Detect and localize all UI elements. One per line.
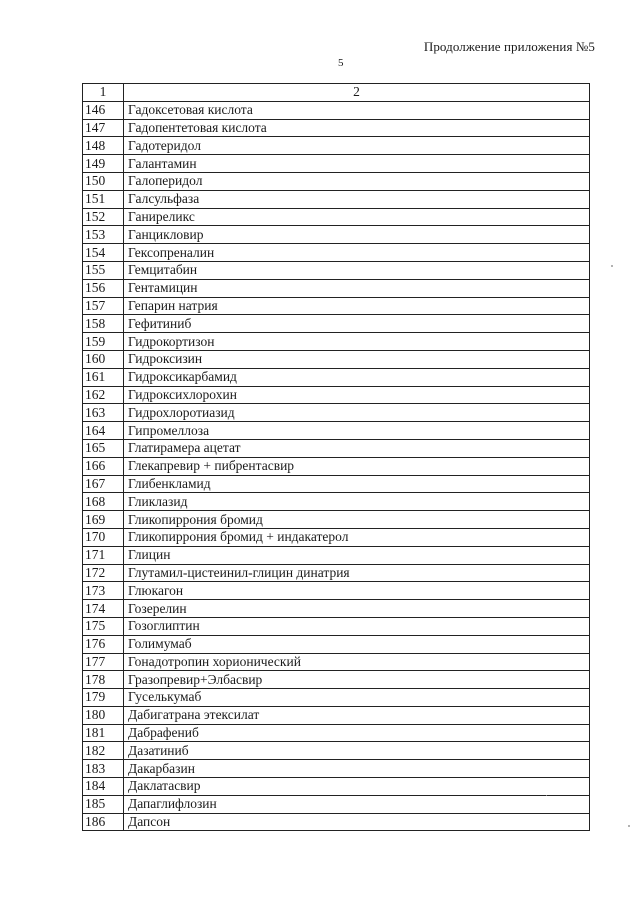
table-row bbox=[83, 528, 590, 546]
row-number: 176 bbox=[83, 635, 124, 653]
row-number: 151 bbox=[83, 190, 124, 208]
drug-name: Глюкагон bbox=[124, 582, 590, 600]
table-row bbox=[83, 546, 590, 564]
table-row bbox=[83, 671, 590, 689]
drug-name: Гуселькумаб bbox=[124, 689, 590, 707]
row-number: 161 bbox=[83, 368, 124, 386]
drug-name: Дабигатрана этексилат bbox=[124, 706, 590, 724]
row-number: 162 bbox=[83, 386, 124, 404]
drug-name: Гидрохлоротиазид bbox=[124, 404, 590, 422]
table-row bbox=[83, 333, 590, 351]
appendix-continuation-note: Продолжение приложения №5 bbox=[423, 39, 595, 54]
table-row bbox=[83, 439, 590, 457]
row-number: 153 bbox=[83, 226, 124, 244]
table-row bbox=[83, 511, 590, 529]
table-row bbox=[83, 404, 590, 422]
drug-name: Гидроксикарбамид bbox=[124, 368, 590, 386]
table-row bbox=[83, 422, 590, 440]
table-row bbox=[83, 226, 590, 244]
table-row bbox=[83, 386, 590, 404]
table-row bbox=[83, 653, 590, 671]
drug-name: Ганиреликс bbox=[124, 208, 590, 226]
table-row bbox=[83, 315, 590, 333]
table-row bbox=[83, 689, 590, 707]
drug-name: Галоперидол bbox=[124, 172, 590, 190]
row-number: 168 bbox=[83, 493, 124, 511]
drug-name: Гразопревир+Элбасвир bbox=[124, 671, 590, 689]
table-row bbox=[83, 119, 590, 137]
drug-list-body bbox=[83, 84, 590, 831]
table-row bbox=[83, 635, 590, 653]
drug-name: Ганцикловир bbox=[124, 226, 590, 244]
table-row bbox=[83, 493, 590, 511]
table-row bbox=[83, 564, 590, 582]
drug-name: Галантамин bbox=[124, 155, 590, 173]
row-number: 156 bbox=[83, 279, 124, 297]
row-number: 157 bbox=[83, 297, 124, 315]
row-number: 182 bbox=[83, 742, 124, 760]
scan-speck bbox=[628, 825, 630, 827]
row-number: 159 bbox=[83, 333, 124, 351]
drug-name: Дапсон bbox=[124, 813, 590, 831]
table-row bbox=[83, 350, 590, 368]
row-number: 149 bbox=[83, 155, 124, 173]
drug-name: Глутамил-цистеинил-глицин динатрия bbox=[124, 564, 590, 582]
row-number: 155 bbox=[83, 261, 124, 279]
drug-name: Дакарбазин bbox=[124, 760, 590, 778]
table-row bbox=[83, 297, 590, 315]
table-row bbox=[83, 244, 590, 262]
drug-name: Даклатасвир bbox=[124, 778, 590, 796]
row-number: 178 bbox=[83, 671, 124, 689]
drug-name: Гидроксизин bbox=[124, 350, 590, 368]
drug-name: Гексопреналин bbox=[124, 244, 590, 262]
table-row bbox=[83, 190, 590, 208]
table-row bbox=[83, 600, 590, 618]
row-number: 165 bbox=[83, 439, 124, 457]
table-row bbox=[83, 742, 590, 760]
drug-name: Дапаглифлозин bbox=[124, 795, 590, 813]
table-row bbox=[83, 101, 590, 119]
row-number: 172 bbox=[83, 564, 124, 582]
table-row bbox=[83, 172, 590, 190]
table-row bbox=[83, 208, 590, 226]
row-number: 166 bbox=[83, 457, 124, 475]
row-number: 163 bbox=[83, 404, 124, 422]
drug-name: Глатирамера ацетат bbox=[124, 439, 590, 457]
drug-name: Гадоксетовая кислота bbox=[124, 101, 590, 119]
row-number: 184 bbox=[83, 778, 124, 796]
drug-name: Гликопиррония бромид bbox=[124, 511, 590, 529]
table-row bbox=[83, 457, 590, 475]
drug-name: Гидроксихлорохин bbox=[124, 386, 590, 404]
table-row bbox=[83, 582, 590, 600]
drug-name: Гидрокортизон bbox=[124, 333, 590, 351]
table-row bbox=[83, 617, 590, 635]
drug-name: Глекапревир + пибрентасвир bbox=[124, 457, 590, 475]
drug-name: Гликлазид bbox=[124, 493, 590, 511]
column-header-name: 2 bbox=[124, 84, 590, 102]
drug-name: Дабрафениб bbox=[124, 724, 590, 742]
page-number: 5 bbox=[338, 57, 344, 69]
row-number: 160 bbox=[83, 350, 124, 368]
row-number: 170 bbox=[83, 528, 124, 546]
row-number: 183 bbox=[83, 760, 124, 778]
row-number: 186 bbox=[83, 813, 124, 831]
row-number: 147 bbox=[83, 119, 124, 137]
table-row bbox=[83, 778, 590, 796]
column-header-number: 1 bbox=[83, 84, 124, 102]
drug-name: Гликопиррония бромид + индакатерол bbox=[124, 528, 590, 546]
table-row bbox=[83, 155, 590, 173]
drug-name: Гозерелин bbox=[124, 600, 590, 618]
drug-name: Гентамицин bbox=[124, 279, 590, 297]
row-number: 179 bbox=[83, 689, 124, 707]
drug-list-table bbox=[82, 83, 590, 831]
row-number: 181 bbox=[83, 724, 124, 742]
scan-speck bbox=[611, 265, 613, 267]
table-row bbox=[83, 475, 590, 493]
drug-name: Глицин bbox=[124, 546, 590, 564]
row-number: 146 bbox=[83, 101, 124, 119]
drug-name: Глибенкламид bbox=[124, 475, 590, 493]
drug-name: Дазатиниб bbox=[124, 742, 590, 760]
row-number: 185 bbox=[83, 795, 124, 813]
scan-speck bbox=[546, 795, 547, 796]
drug-name: Гадотеридол bbox=[124, 137, 590, 155]
drug-name: Голимумаб bbox=[124, 635, 590, 653]
row-number: 148 bbox=[83, 137, 124, 155]
table-row bbox=[83, 279, 590, 297]
table-row bbox=[83, 137, 590, 155]
table-row bbox=[83, 724, 590, 742]
table-row bbox=[83, 813, 590, 831]
table-header-row bbox=[83, 84, 590, 102]
table-row bbox=[83, 261, 590, 279]
table-row bbox=[83, 760, 590, 778]
table-row bbox=[83, 368, 590, 386]
row-number: 171 bbox=[83, 546, 124, 564]
drug-name: Гемцитабин bbox=[124, 261, 590, 279]
row-number: 167 bbox=[83, 475, 124, 493]
drug-name: Гепарин натрия bbox=[124, 297, 590, 315]
drug-name: Гонадотропин хорионический bbox=[124, 653, 590, 671]
row-number: 154 bbox=[83, 244, 124, 262]
table-row bbox=[83, 706, 590, 724]
drug-name: Гозоглиптин bbox=[124, 617, 590, 635]
row-number: 164 bbox=[83, 422, 124, 440]
row-number: 177 bbox=[83, 653, 124, 671]
drug-name: Гадопентетовая кислота bbox=[124, 119, 590, 137]
row-number: 180 bbox=[83, 706, 124, 724]
table-row bbox=[83, 795, 590, 813]
row-number: 173 bbox=[83, 582, 124, 600]
row-number: 169 bbox=[83, 511, 124, 529]
drug-name: Гипромеллоза bbox=[124, 422, 590, 440]
row-number: 175 bbox=[83, 617, 124, 635]
row-number: 158 bbox=[83, 315, 124, 333]
row-number: 152 bbox=[83, 208, 124, 226]
row-number: 174 bbox=[83, 600, 124, 618]
row-number: 150 bbox=[83, 172, 124, 190]
drug-name: Галсульфаза bbox=[124, 190, 590, 208]
drug-name: Гефитиниб bbox=[124, 315, 590, 333]
